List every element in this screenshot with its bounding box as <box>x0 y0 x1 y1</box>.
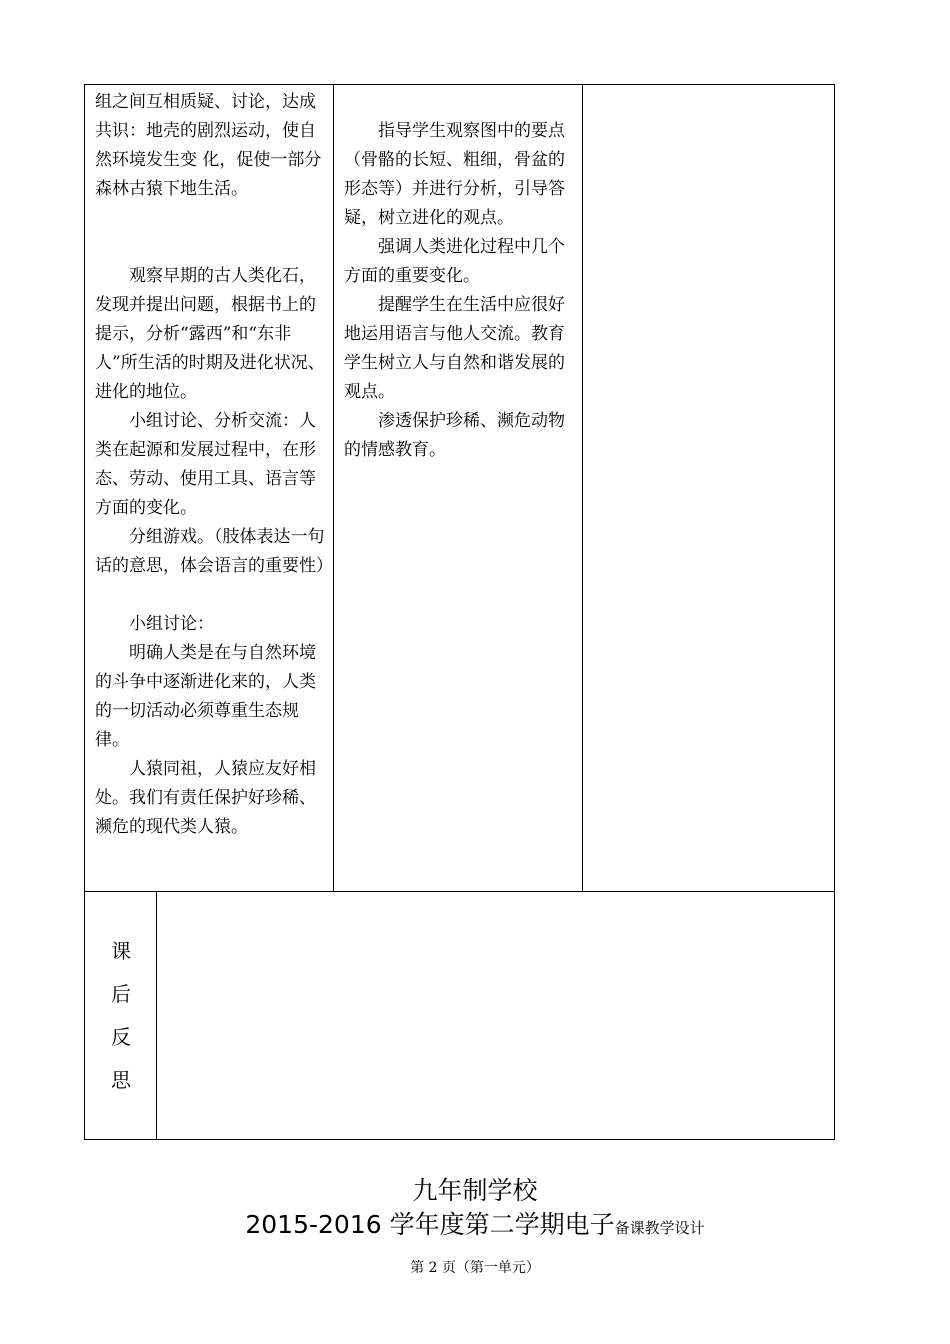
teacher-guidance-cell <box>344 117 576 465</box>
reflection-char-1: 课 <box>111 939 131 963</box>
student-activity-cell <box>95 88 333 842</box>
activity-paragraph-6: 明确人类是在与自然环境的斗争中逐渐进化来的，人类的一切活动必须尊重生态规律。 <box>95 643 316 750</box>
activity-paragraph-7: 人猿同祖，人猿应友好相处。我们有责任保护好珍稀、濒危的现代类人猿。 <box>95 759 316 837</box>
page-number: 第 2 页（第一单元） <box>410 1260 540 1276</box>
reflection-content-cell <box>165 897 825 1133</box>
footer-title-small: 备课教学设计 <box>614 1219 705 1237</box>
guidance-paragraph-1: 指导学生观察图中的要点（骨骼的长短、粗细，骨盆的 形态等）并进行分析，引导答疑，树立进化的观点。 <box>344 121 565 228</box>
activity-paragraph-5: 小组讨论： <box>129 614 214 634</box>
reflection-char-2: 后 <box>111 982 131 1006</box>
guidance-paragraph-4: 渗透保护珍稀、濒危动物的情感教育。 <box>344 411 565 460</box>
activity-paragraph-4: 分组游戏。（肢体表达一句话的意思，体会语言的重要性） <box>95 527 333 576</box>
activity-paragraph-1: 组之间互相质疑、讨论，达成共识：地壳的剧烈运动，使自然环境发生变 化，促使一部分森林古猿下地生活。 <box>95 92 322 199</box>
footer-title-main: 2015-2016 学年度第二学期电子 <box>245 1210 615 1239</box>
reflection-label <box>85 893 157 1139</box>
column-divider-1 <box>333 85 334 892</box>
column-divider-2 <box>582 85 583 892</box>
guidance-paragraph-2: 强调人类进化过程中几个方面的重要变化。 <box>344 237 565 286</box>
lesson-plan-table <box>84 84 835 1140</box>
footer-document-title <box>0 1208 950 1245</box>
guidance-paragraph-3: 提醒学生在生活中应很好地运用语言与他人交流。教育学生树立人与自然和谐发展的观点。 <box>344 295 565 402</box>
reflection-char-3: 反 <box>111 1025 131 1049</box>
activity-paragraph-3: 小组讨论、分析交流：人类在起源和发展过程中，在形态、劳动、使用工具、语言等方面的变化。 <box>95 411 316 518</box>
footer-school-name: 九年制学校 <box>412 1176 538 1205</box>
row-divider <box>85 891 834 892</box>
activity-paragraph-2: 观察早期的古人类化石，发现并提出问题，根据书上的提示，分析“露西”和“东非人”所生活的时期及进化状况、进化的地位。 <box>95 266 325 402</box>
reflection-char-4: 思 <box>111 1068 131 1092</box>
